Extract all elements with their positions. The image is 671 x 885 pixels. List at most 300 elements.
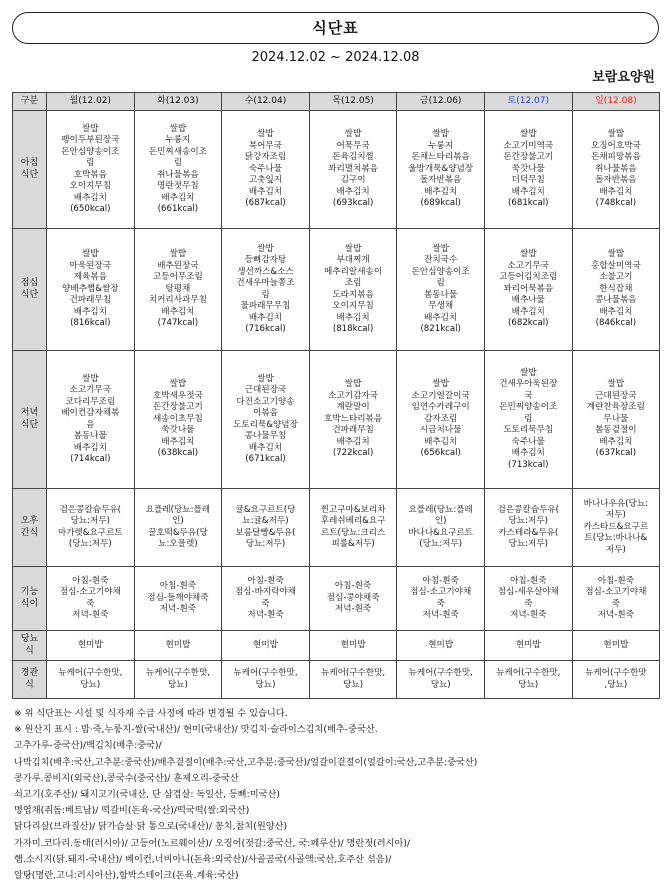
menu-cell: [222, 229, 310, 351]
menu-item: 배추김치: [73, 306, 107, 317]
menu-item: 당뇨:저두): [70, 516, 111, 526]
menu-item: 봄동겉절이: [595, 425, 637, 436]
menu-cell: [222, 631, 310, 661]
menu-item: 베이컨감자채볶: [61, 408, 120, 418]
menu-item: 보름달빵&두유(: [235, 527, 296, 538]
menu-cell: [484, 567, 572, 631]
menu-item: 배추김치: [336, 186, 370, 197]
menu-cell: [222, 567, 310, 631]
menu-item: 더덕무침: [511, 175, 545, 186]
menu-item: 도토리묵무침: [503, 425, 554, 436]
menu-item: (714kcal): [70, 454, 111, 464]
menu-item: 북어무국: [248, 140, 283, 151]
row-label: [13, 631, 47, 661]
row-label: [13, 229, 47, 351]
menu-item: 배추김치: [599, 186, 633, 197]
menu-item: 취나물볶음: [595, 163, 637, 174]
row-label-line: 당뇨: [20, 634, 39, 644]
menu-item: 닭강자조림: [244, 152, 287, 163]
menu-item: 근대된장국: [595, 390, 637, 401]
menu-item: 점심-새우살야채: [497, 587, 559, 597]
menu-item: 배추된장국: [157, 260, 199, 271]
menu-item: 배추김치: [424, 312, 458, 323]
menu-item: 당뇨:저두): [508, 539, 548, 549]
menu-item: 꿀호떡&두유(당: [147, 527, 208, 538]
note-line: 가자미.코다리.동태(러시아)/ 고등어(노르웨이산)/ 오징어(젓갈:중국산, 국:페루산)/ 명란젓(러시아)/: [14, 837, 411, 849]
menu-item: 점심-소고기야채: [59, 587, 121, 597]
menu-cell: [309, 229, 397, 351]
menu-cell: [222, 351, 310, 489]
menu-item: ,당뇨): [604, 679, 628, 690]
menu-cell: [572, 631, 660, 661]
menu-item: (650kcal): [70, 204, 111, 214]
page-title: 식단표: [12, 12, 659, 44]
menu-item: 저녁-흰죽: [510, 610, 547, 620]
day-header-sunday: 일(12.08): [572, 93, 660, 111]
menu-item: (681kcal): [508, 198, 549, 209]
menu-item: 배추김치: [599, 436, 633, 447]
row-label-line: 간식: [20, 527, 39, 538]
note-line: 명엽채(쥐돔:베트남)/ 떡갈비(돈육-국산)/떡국떡(쌀:외국산): [14, 805, 250, 817]
menu-item: 점심-소고기야채: [585, 587, 647, 597]
menu-cell: [47, 111, 135, 229]
menu-cell: [397, 567, 485, 631]
menu-item: 저녁-흰죽: [597, 610, 635, 620]
menu-item: 쌀밥: [519, 249, 537, 260]
menu-item: 메추리알새송이: [324, 266, 383, 277]
menu-item: 배추김치: [73, 192, 107, 203]
menu-item: 돈채느타리볶음: [411, 152, 470, 163]
menu-item: 도토리묵&양념장: [233, 419, 298, 430]
row-label-line: 저녁: [20, 408, 39, 418]
menu-item: 찐고구마&보리차: [320, 504, 386, 515]
menu-item: 소고기무국: [69, 385, 112, 395]
menu-item: 다진소고기양송: [236, 396, 295, 407]
note-line: 햄.소시지(닭.돼지-국내산)/ 베이컨,너비아니(돈육:외국산)/사골곰국(사골액:국산,호주산 섞음)/: [14, 853, 392, 865]
menu-item: 현미밥: [165, 639, 191, 650]
menu-item: 배추김치: [248, 312, 283, 323]
menu-row: [13, 351, 660, 489]
menu-item: 감자조림: [424, 413, 458, 424]
menu-item: 누룽지: [428, 140, 454, 151]
menu-item: 아침-흰죽: [422, 575, 459, 586]
menu-cell: [572, 567, 660, 631]
menu-item: 명란젓무침: [157, 181, 199, 191]
menu-item: (656kcal): [420, 448, 461, 459]
menu-item: 잔치국수: [424, 255, 458, 265]
menu-item: 마가렛&요구르트: [57, 527, 123, 538]
menu-item: 고등어김치조림: [499, 272, 558, 283]
menu-item: 검은콩칼슘두유(: [59, 504, 122, 515]
note-line: 콩가루.콩비지(외국산),콩국수(중국산)/ 훈제오리-중국산: [14, 772, 239, 784]
menu-item: 림: [261, 289, 270, 300]
menu-item: (682kcal): [508, 318, 549, 329]
menu-item: 죽: [261, 598, 270, 609]
menu-cell: [47, 567, 135, 631]
menu-item: 쌀밥: [81, 373, 99, 384]
menu-item: (689kcal): [420, 198, 461, 209]
menu-item: 현미밥: [77, 639, 103, 650]
menu-item: 쌀밥: [169, 249, 187, 260]
menu-item: 계란말이: [336, 402, 370, 413]
menu-cell: [309, 351, 397, 489]
menu-item: 배추김치: [73, 442, 107, 453]
menu-item: 조림: [344, 278, 362, 288]
menu-item: 배추김치: [511, 306, 545, 317]
menu-item: 바나나&요구르트: [408, 527, 474, 538]
menu-item: 저두): [605, 510, 626, 521]
menu-item: 아침-흰죽: [597, 575, 635, 586]
menu-item: 뇨:오믈렛): [158, 539, 198, 549]
menu-item: (당뇨:저두): [68, 539, 112, 549]
menu-item: 점심-들깨야채죽: [147, 592, 209, 603]
menu-item: (713kcal): [508, 459, 549, 470]
menu-cell: [397, 631, 485, 661]
menu-item: 림: [173, 158, 183, 168]
day-header: 수(12.04): [222, 93, 310, 111]
menu-item: 오징어호박국: [590, 140, 641, 151]
menu-cell: [47, 489, 135, 567]
menu-item: 팽이두부된장국: [61, 135, 120, 145]
menu-item: 숙주나물: [511, 436, 545, 447]
menu-item: 이볶음: [253, 408, 278, 418]
row-label-line: 점심: [20, 278, 39, 288]
menu-item: (722kcal): [332, 448, 374, 459]
menu-item: 누룽지: [165, 135, 191, 145]
menu-item: 당뇨): [430, 679, 451, 690]
menu-item: 죽: [524, 598, 533, 609]
menu-item: 호박볶음: [73, 169, 107, 180]
menu-item: 고춧잎지: [248, 175, 283, 186]
menu-item: (748kcal): [595, 198, 637, 209]
menu-item: 홍합살미역국: [590, 260, 641, 271]
row-label-line: 식: [25, 679, 34, 690]
menu-item: 호박느타리볶음: [324, 413, 383, 424]
menu-cell: [484, 631, 572, 661]
date-range: 2024.12.02 ~ 2024.12.08: [251, 50, 420, 65]
menu-item: 저녁-흰죽: [247, 610, 284, 620]
menu-item: 쌀밥: [432, 243, 449, 254]
menu-item: (637kcal): [595, 448, 637, 459]
menu-cell: [484, 111, 572, 229]
menu-item: 림: [436, 278, 445, 288]
menu-item: 배추김치: [161, 436, 195, 447]
menu-item: 쌀밥: [519, 367, 537, 378]
menu-item: 뉴케어(구수한맛,: [145, 668, 210, 678]
menu-item: 아침-흰죽: [247, 575, 284, 586]
menu-item: 근대된장국: [244, 385, 287, 395]
menu-item: 배추김치: [424, 186, 458, 197]
menu-item: 물파래무무침: [240, 301, 291, 311]
menu-cell: [134, 111, 222, 229]
menu-item: 현미밥: [428, 639, 454, 650]
menu-item: 배추김치: [161, 306, 195, 317]
menu-cell: [134, 489, 222, 567]
menu-item: 건파래무침: [69, 295, 112, 306]
day-header: 월(12.02): [47, 93, 135, 111]
menu-cell: [397, 351, 485, 489]
menu-cell: [309, 567, 397, 631]
note-line: ※ 원산지 표시 : 밥·죽,누룽지-쌀(국내산)/ 현미(국내산)/ 맛김치·슬라이스김치(배추-중국산.: [14, 724, 378, 736]
menu-item: 쌀밥: [344, 379, 362, 390]
menu-cell: [397, 489, 485, 567]
menu-item: 호박새우젓국: [152, 390, 203, 401]
menu-item: 어묵무국: [336, 140, 370, 151]
menu-cell: [397, 661, 485, 699]
menu-item: 시금치나물: [419, 425, 462, 436]
menu-item: 아침-흰죽: [159, 581, 197, 592]
menu-item: 꽈리어묵볶음: [503, 283, 554, 294]
day-header: 목(12.05): [309, 93, 397, 111]
menu-item: (816kcal): [70, 318, 111, 329]
menu-item: (747kcal): [157, 318, 199, 329]
menu-cell: [572, 111, 660, 229]
menu-row: [13, 661, 660, 699]
menu-item: 돈민찌양송이조: [499, 402, 558, 413]
menu-item: 르트(당뇨:크리스: [320, 527, 386, 538]
menu-item: 당뇨): [167, 679, 188, 690]
menu-item: 김구이: [340, 175, 366, 186]
menu-item: 뉴케어(구수한맛: [585, 668, 647, 678]
menu-item: 피롤&저두): [331, 539, 375, 549]
menu-item: 뉴케어(구수한맛,: [233, 668, 298, 678]
menu-item: 부대찌개: [336, 255, 370, 265]
row-label-line: 오후: [20, 516, 39, 526]
menu-item: 현미밥: [253, 639, 278, 650]
menu-item: 치커리사과무침: [148, 295, 207, 306]
row-label: [13, 351, 47, 489]
menu-cell: [309, 661, 397, 699]
menu-item: 당뇨:저두): [508, 516, 548, 526]
menu-cell: [134, 229, 222, 351]
menu-item: 한식잡채: [599, 283, 633, 294]
menu-item: 저녁-흰죽: [72, 610, 109, 620]
menu-cell: [484, 489, 572, 567]
menu-item: 배추김치: [161, 192, 195, 203]
menu-item: 림: [524, 413, 533, 424]
menu-item: 후레쉬베리&요구: [320, 516, 386, 526]
menu-item: 쌀밥: [81, 249, 99, 260]
menu-item: 점심-콩야채죽: [326, 592, 380, 603]
menu-item: 죽: [436, 598, 445, 609]
menu-item: 양배추쪔&쌈장: [62, 283, 119, 294]
menu-item: 쌀밥: [432, 129, 449, 140]
menu-item: 카스타드&요구르: [583, 521, 649, 532]
menu-item: 소고기감자국: [328, 390, 378, 401]
menu-item: 쌀밥: [607, 249, 625, 260]
row-label-line: 식단: [20, 289, 39, 300]
menu-item: 울방개묵&양념장: [408, 163, 474, 174]
menu-cell: [309, 631, 397, 661]
menu-item: 당뇨): [343, 679, 364, 690]
menu-item: 요플레(당뇨:플레: [408, 504, 473, 515]
menu-item: 귤&요구르트(당: [235, 504, 296, 515]
menu-item: 돈민찌새송이조: [148, 146, 207, 157]
menu-item: 뉴케어(구수한맛,: [320, 668, 386, 678]
menu-item: 소불고기: [599, 272, 633, 283]
menu-item: 계란찬육장조림: [586, 402, 645, 413]
row-label-line: 경관: [20, 668, 39, 678]
menu-item: 고등어무조림: [152, 272, 203, 283]
menu-item: 트(당뇨:바나나&: [584, 533, 648, 544]
menu-item: 인): [172, 516, 184, 526]
row-label: [13, 489, 47, 567]
menu-item: 무나물: [603, 413, 629, 424]
menu-item: 배추김치: [336, 436, 370, 447]
menu-item: (846kcal): [595, 318, 637, 329]
menu-item: 뉴케어(구수한맛,: [496, 668, 561, 678]
menu-row: [13, 229, 660, 351]
menu-item: 돈간장불고기: [503, 152, 554, 163]
menu-item: (716kcal): [245, 324, 286, 334]
menu-item: 돈안심양송이조: [411, 266, 470, 277]
menu-row: [13, 111, 660, 229]
menu-cell: [397, 111, 485, 229]
menu-item: 쑥갓나물: [511, 163, 545, 174]
menu-item: (818kcal): [332, 324, 374, 334]
menu-item: 돈안심양송이조: [61, 146, 120, 157]
menu-item: 숙주나물: [248, 163, 283, 174]
menu-item: 돈간장불고기: [152, 402, 203, 413]
menu-cell: [47, 351, 135, 489]
menu-item: 쌀밥: [432, 379, 449, 390]
menu-item: 쑥갓나물: [161, 425, 195, 436]
menu-item: (661kcal): [157, 204, 199, 214]
menu-item: 당뇨:저두): [245, 539, 286, 549]
menu-item: 림: [86, 158, 95, 168]
row-label-line: 식이: [20, 598, 39, 609]
menu-cell: [134, 661, 222, 699]
note-line: 나박김치(배추:국산,고추분:중국산)/배추겉절이(배추:국산,고추분:중국산)/얼갈이겉절이(얼갈이:국산,고추분:중국산): [14, 756, 478, 768]
menu-item: 배추김치: [248, 442, 283, 453]
menu-item: 배추김치: [511, 448, 545, 459]
menu-item: 취나물볶음: [157, 169, 199, 180]
menu-item: 카스테라&두유(: [498, 527, 559, 538]
menu-item: 새송이초무침: [152, 413, 203, 424]
menu-item: 쌀밥: [607, 129, 625, 140]
menu-cell: [47, 661, 135, 699]
menu-item: (687kcal): [245, 198, 286, 209]
menu-item: (638kcal): [157, 448, 199, 459]
menu-item: 현미밥: [515, 639, 541, 650]
menu-row: [13, 567, 660, 631]
menu-item: 돌자반볶음: [419, 175, 462, 186]
menu-cell: [484, 661, 572, 699]
menu-item: 저녁-흰죽: [159, 604, 197, 615]
menu-item: 배추김치: [336, 312, 370, 323]
menu-item: 소고기무국: [507, 260, 550, 271]
menu-item: 아욱된장국: [69, 260, 112, 271]
menu-item: 오이지무침: [69, 181, 112, 191]
menu-item: 콩나물볶음: [595, 295, 637, 306]
notes-section: [14, 706, 664, 884]
menu-item: 건파래무침: [332, 425, 374, 436]
day-header: 금(12.06): [397, 93, 485, 111]
menu-item: 저녁-흰죽: [334, 604, 372, 615]
menu-cell: [134, 351, 222, 489]
menu-item: 등뼈감자탕: [244, 255, 287, 265]
menu-cell: [134, 631, 222, 661]
menu-cell: [222, 661, 310, 699]
menu-item: (당뇨:저두): [419, 539, 463, 549]
menu-item: 봄동나물: [424, 289, 458, 300]
menu-cell: [222, 111, 310, 229]
note-line: 고추가루-중국산)/백김치(배추:중국)/: [14, 740, 162, 752]
menu-item: 쌀밥: [257, 129, 274, 140]
menu-cell: [134, 567, 222, 631]
menu-item: 소고기미역국: [503, 140, 554, 151]
menu-item: 소고기얼갈이국: [411, 390, 470, 401]
menu-item: 당뇨): [80, 679, 101, 690]
menu-item: 무생채: [428, 301, 454, 311]
menu-cell: [572, 661, 660, 699]
menu-item: 쌀밥: [81, 123, 99, 134]
menu-cell: [397, 229, 485, 351]
menu-item: 건새우마늘쫑조: [236, 278, 295, 288]
menu-item: 요플레(당뇨:플레: [145, 504, 211, 515]
row-label: [13, 661, 47, 699]
menu-item: 봄동나물: [73, 431, 107, 441]
row-label-line: 기능: [20, 587, 39, 597]
menu-item: 쌀밥: [169, 123, 187, 134]
menu-item: 당뇨): [518, 679, 539, 690]
menu-item: 죽: [611, 598, 621, 609]
day-header-saturday: 토(12.07): [484, 93, 572, 111]
menu-item: 쌀밥: [169, 379, 187, 390]
menu-item: 꽈리멸치볶음: [328, 163, 378, 174]
menu-item: 국: [524, 390, 533, 401]
menu-item: 죽: [86, 598, 95, 609]
menu-item: 쌀밥: [344, 243, 362, 254]
menu-item: 음: [86, 419, 95, 430]
menu-cell: [572, 351, 660, 489]
menu-table: [12, 92, 660, 699]
row-label-line: 아침: [20, 158, 39, 168]
menu-item: 콩나물무침: [244, 431, 287, 441]
menu-cell: [309, 489, 397, 567]
menu-item: 배추김치: [599, 306, 633, 317]
row-label: [13, 111, 47, 229]
row-label: [13, 567, 47, 631]
note-line: 닭다리살(브라질산)/ 닭가슴살·닭 통으로(국내산)/ 꽁치,참치(원양산): [14, 821, 288, 833]
menu-item: 배추김치: [248, 186, 283, 197]
menu-item: 배추나물: [511, 295, 545, 306]
header-label: 구분: [13, 93, 47, 111]
menu-item: 탕평채: [165, 283, 191, 294]
menu-item: 쌀밥: [257, 243, 274, 254]
menu-cell: [484, 229, 572, 351]
menu-item: 쌀밥: [519, 129, 537, 140]
menu-cell: [309, 111, 397, 229]
menu-cell: [47, 631, 135, 661]
header-row: [13, 93, 660, 111]
menu-item: 오이지무침: [332, 301, 374, 311]
menu-item: 돌자반볶음: [595, 175, 637, 186]
menu-item: 임연수카레구이: [411, 402, 470, 413]
menu-item: 제육볶음: [73, 272, 107, 283]
note-line: 쇠고기(호주산)/ 돼지고기(국내산, 단 삼겹살: 독일산, 등뼈:미국산): [14, 789, 280, 801]
menu-item: 쌀밥: [607, 379, 625, 390]
menu-item: 뇨:귤&저두): [242, 516, 289, 526]
menu-item: 쌀밥: [344, 129, 362, 140]
menu-item: 저두): [605, 544, 626, 555]
row-label-line: 식단: [20, 169, 39, 180]
menu-item: 건새우아욱된장: [499, 379, 558, 390]
menu-item: 도라지볶음: [332, 289, 374, 300]
menu-item: 코다리무조림: [65, 396, 116, 407]
menu-item: 생선까스&소스: [237, 266, 294, 277]
menu-item: 현미밥: [603, 639, 629, 650]
